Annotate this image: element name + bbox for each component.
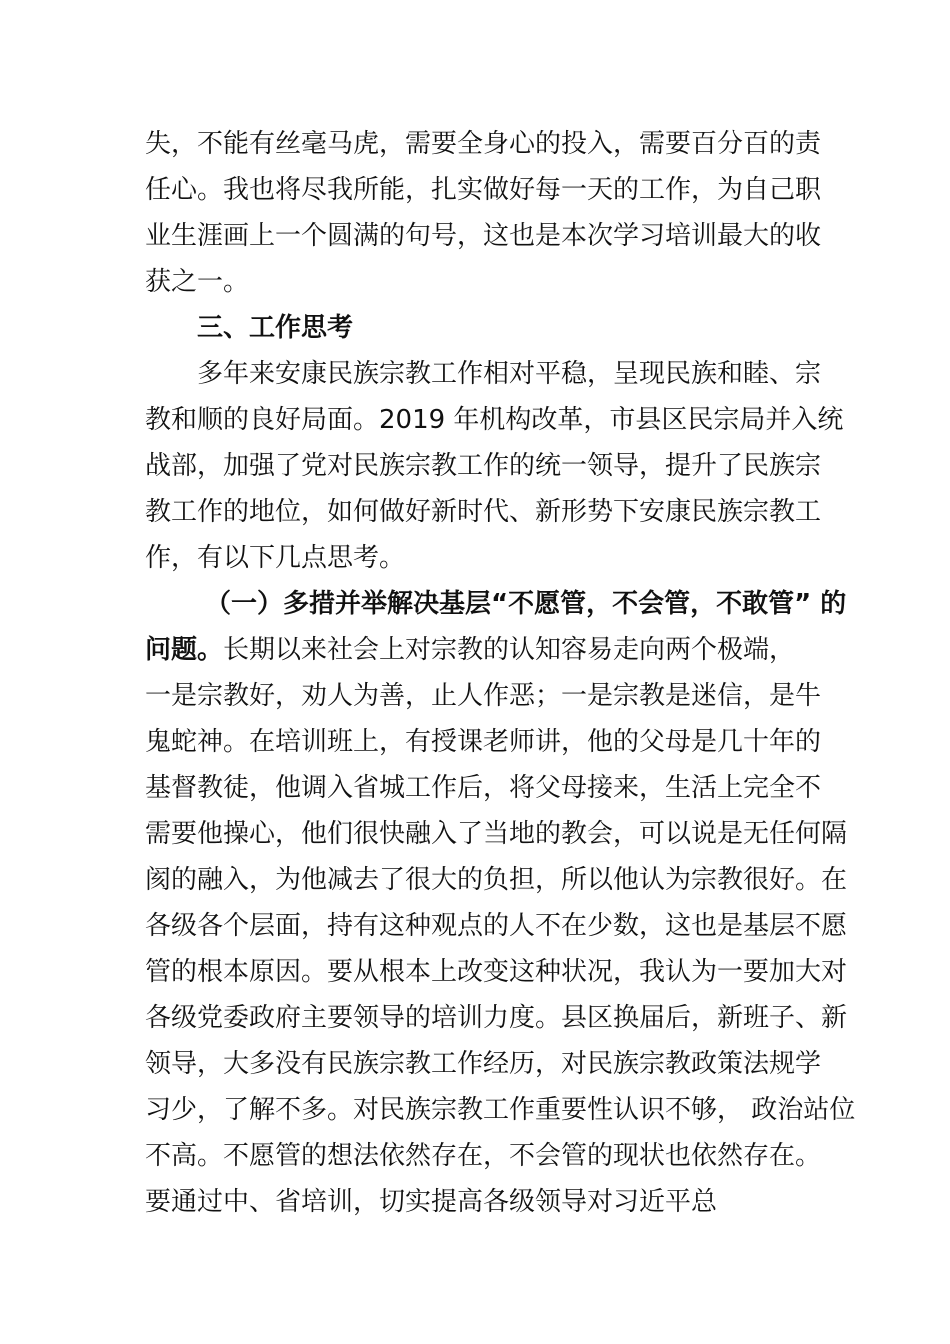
body-line-19: 管的根本原因。要从根本上改变这种状况，我认为一要加大对	[145, 957, 848, 987]
body-line-23: 不高。不愿管的想法依然存在，不会管的现状也依然存在。	[145, 1141, 822, 1171]
body-line-18: 各级各个层面，持有这种观点的人不在少数，这也是基层不愿	[145, 911, 848, 941]
body-line-20: 各级党委政府主要领导的培训力度。县区换届后，新班子、新	[145, 1003, 848, 1033]
body-line-13: 一是宗教好，劝人为善，止人作恶；一是宗教是迷信，是牛	[145, 681, 822, 711]
body-line-3: 业生涯画上一个圆满的句号，这也是本次学习培训最大的收	[145, 221, 822, 251]
body-line-9: 教工作的地位，如何做好新时代、新形势下安康民族宗教工	[145, 497, 822, 527]
body-line-8: 战部，加强了党对民族宗教工作的统一领导，提升了民族宗	[145, 451, 822, 481]
body-line-12: 长期以来社会上对宗教的认知容易走向两个极端，	[223, 635, 796, 665]
body-line-7: 教和顺的良好局面。2019 年机构改革，市县区民宗局并入统	[145, 405, 844, 435]
body-line-10: 作，有以下几点思考。	[145, 543, 406, 573]
subsection-heading-end: 问题。	[145, 635, 224, 665]
subsection-heading: （一）多措并举解决基层“不愿管，不会管，不敢管” 的	[205, 589, 847, 619]
body-line-1: 失，不能有丝毫马虎，需要全身心的投入，需要百分百的责	[145, 129, 822, 159]
section-heading: 三、工作思考	[197, 313, 354, 343]
body-line-17: 阂的融入，为他减去了很大的负担，所以他认为宗教很好。在	[145, 865, 848, 895]
body-line-21: 领导，大多没有民族宗教工作经历，对民族宗教政策法规学	[145, 1049, 822, 1079]
body-line-15: 基督教徒，他调入省城工作后，将父母接来，生活上完全不	[145, 773, 822, 803]
body-line-14: 鬼蛇神。在培训班上，有授课老师讲，他的父母是几十年的	[145, 727, 822, 757]
body-line-22: 习少，了解不多。对民族宗教工作重要性认识不够， 政治站位	[145, 1095, 856, 1125]
body-line-2: 任心。我也将尽我所能，扎实做好每一天的工作，为自己职	[145, 175, 822, 205]
body-line-16: 需要他操心，他们很快融入了当地的教会，可以说是无任何隔	[145, 819, 848, 849]
body-line-4: 获之一。	[145, 267, 250, 297]
body-line-24: 要通过中、省培训，切实提高各级领导对习近平总	[145, 1187, 718, 1217]
body-line-6: 多年来安康民族宗教工作相对平稳，呈现民族和睦、宗	[197, 359, 822, 389]
subsection-heading-end-line	[145, 634, 795, 666]
